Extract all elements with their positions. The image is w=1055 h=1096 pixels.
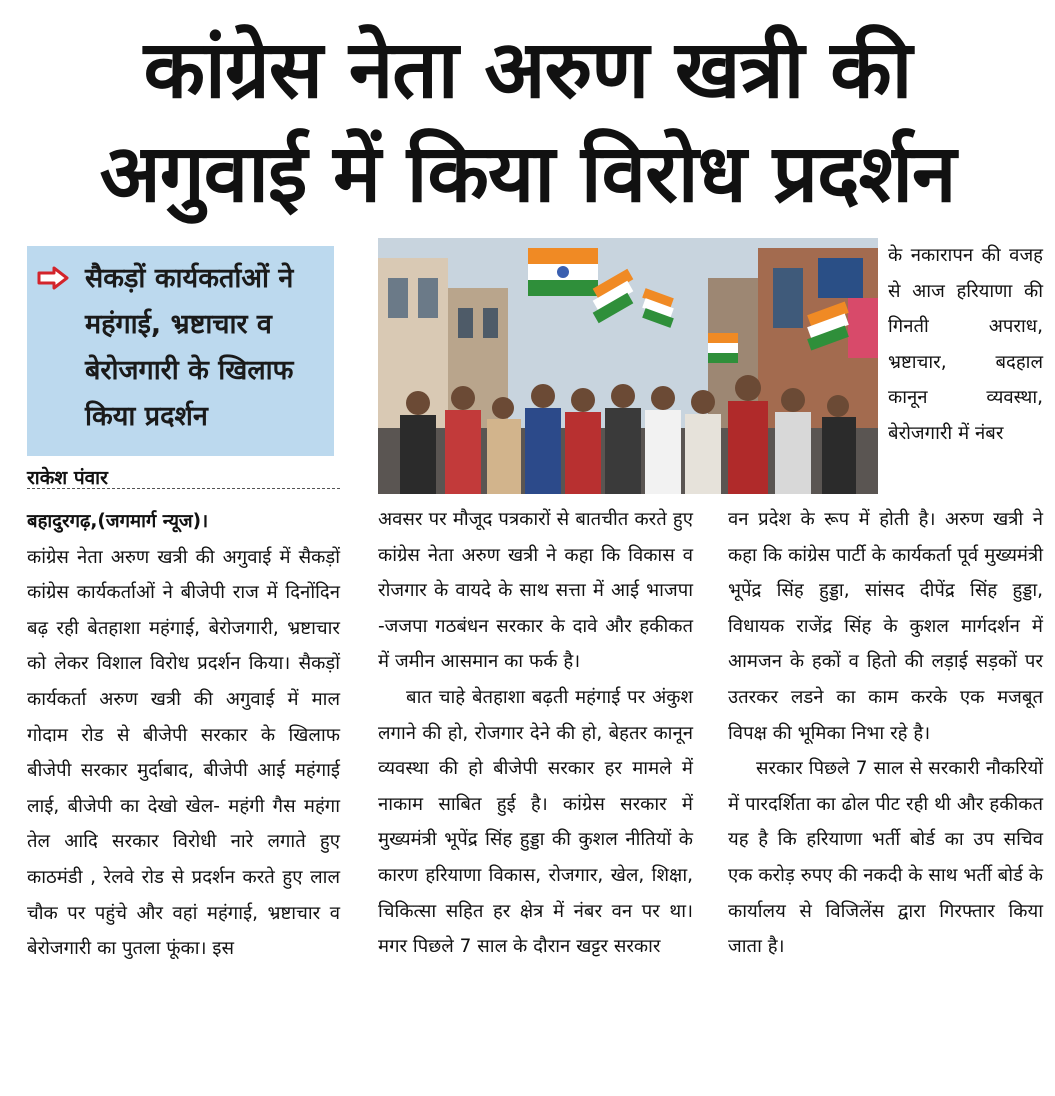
protest-photo (378, 238, 878, 494)
byline: राकेश पंवार (27, 467, 108, 489)
article-column-3-top (888, 238, 1043, 452)
article-col3-para-2: सरकार पिछले 7 साल से सरकारी नौकरियों में पारदर्शिता का ढोल पीट रही थी और हकीकत यह है कि हरियाणा भर्ती बोर्ड का उप सचिव एक करोड़ रुपए की नकदी के साथ भर्ती बोर्ड के कार्यालय से विजिलेंस द्वारा गिरफ्तार किया जाता है। (728, 758, 1043, 958)
article-col1-text: कांग्रेस नेता अरुण खत्री की अगुवाई में सैकड़ों कांग्रेस कार्यकर्ताओं ने बीजेपी राज में दिनोंदिन बढ़ रही बेतहाशा महंगाई, बेरोजगारी, भ्रष्टाचार को लेकर विशाल विरोध प्रदर्शन किया। सैकड़ों कार्यकर्ता अरुण खत्री की अगुवाई में माल गोदाम रोड से बीजेपी सरकार के खिलाफ बीजेपी सरकार मुर्दाबाद, बीजेपी आई महंगाई लाई, बीजेपी का देखो खेल- महंगी गैस महंगा तेल आदि सरकार विरोधी नारे लगाते हुए काठमंडी , रेलवे रोड से प्रदर्शन करते हुए लाल चौक पर पहुंचे और वहां महंगाई, भ्रष्टाचार व बेरोजगारी का पुतला फूंका। इस (27, 546, 340, 960)
headline (0, 18, 1055, 226)
byline-divider (27, 488, 340, 489)
protest-photo-image (378, 238, 878, 494)
arrow-right-icon (37, 266, 69, 290)
article-col2-para-1: अवसर पर मौजूद पत्रकारों से बातचीत करते हुए कांग्रेस नेता अरुण खत्री ने कहा कि विकास व रोजगार के वायदे के साथ सत्ता में आई भाजपा -जजपा गठबंधन सरकार के दावे और हकीकत में जमीन आसमान का फर्क है। (378, 509, 693, 673)
dateline: बहादुरगढ़,(जगमार्ग न्यूज)। (27, 511, 209, 532)
article-col3-para-1: वन प्रदेश के रूप में होती है। अरुण खत्री ने कहा कि कांग्रेस पार्टी के कार्यकर्ता पूर्व मुख्यमंत्री भूपेंद्र सिंह हुड्डा, सांसद दीपेंद्र सिंह हुड्डा, विधायक राजेंद्र सिंह के कुशल मार्गदर्शन में आमजन के हकों व हितो की लड़ाई सड़कों पर उतरकर लडने का काम करके एक मजबूत विपक्ष की भूमिका निभा रहे है। (728, 509, 1043, 744)
highlight-box (27, 246, 334, 456)
article-col2-para-2: बात चाहे बेतहाशा बढ़ती महंगाई पर अंकुश लगाने की हो, रोजगार देने की हो, बेहतर कानून व्यवस्था की हो बीजेपी सरकार हर मामले में नाकाम साबित हुई है। कांग्रेस सरकार में मुख्यमंत्री भूपेंद्र सिंह हुड्डा की कुशल नीतियों के कारण हरियाणा विकास, रोजगार, खेल, शिक्षा, चिकित्सा सहित हर क्षेत्र में नंबर वन पर था। मगर पिछले 7 साल के दौरान खट्टर सरकार (378, 686, 693, 958)
highlight-text: सैकड़ों कार्यकर्ताओं ने महंगाई, भ्रष्टाचार व बेरोजगारी के खिलाफ किया प्रदर्शन (85, 263, 294, 432)
headline-line-2: अगुवाई में किया विरोध प्रदर्शन (99, 127, 956, 220)
article-col3-top-text: के नकारापन की वजह से आज हरियाणा की गिनती अपराध, भ्रष्टाचार, बदहाल कानून व्यवस्था, बेरोजगारी में नंबर (888, 245, 1043, 444)
article-column-3 (728, 502, 1043, 965)
headline-line-1: कांग्रेस नेता अरुण खत्री की (143, 23, 912, 116)
article-column-1 (27, 504, 340, 967)
article-column-2 (378, 502, 693, 965)
